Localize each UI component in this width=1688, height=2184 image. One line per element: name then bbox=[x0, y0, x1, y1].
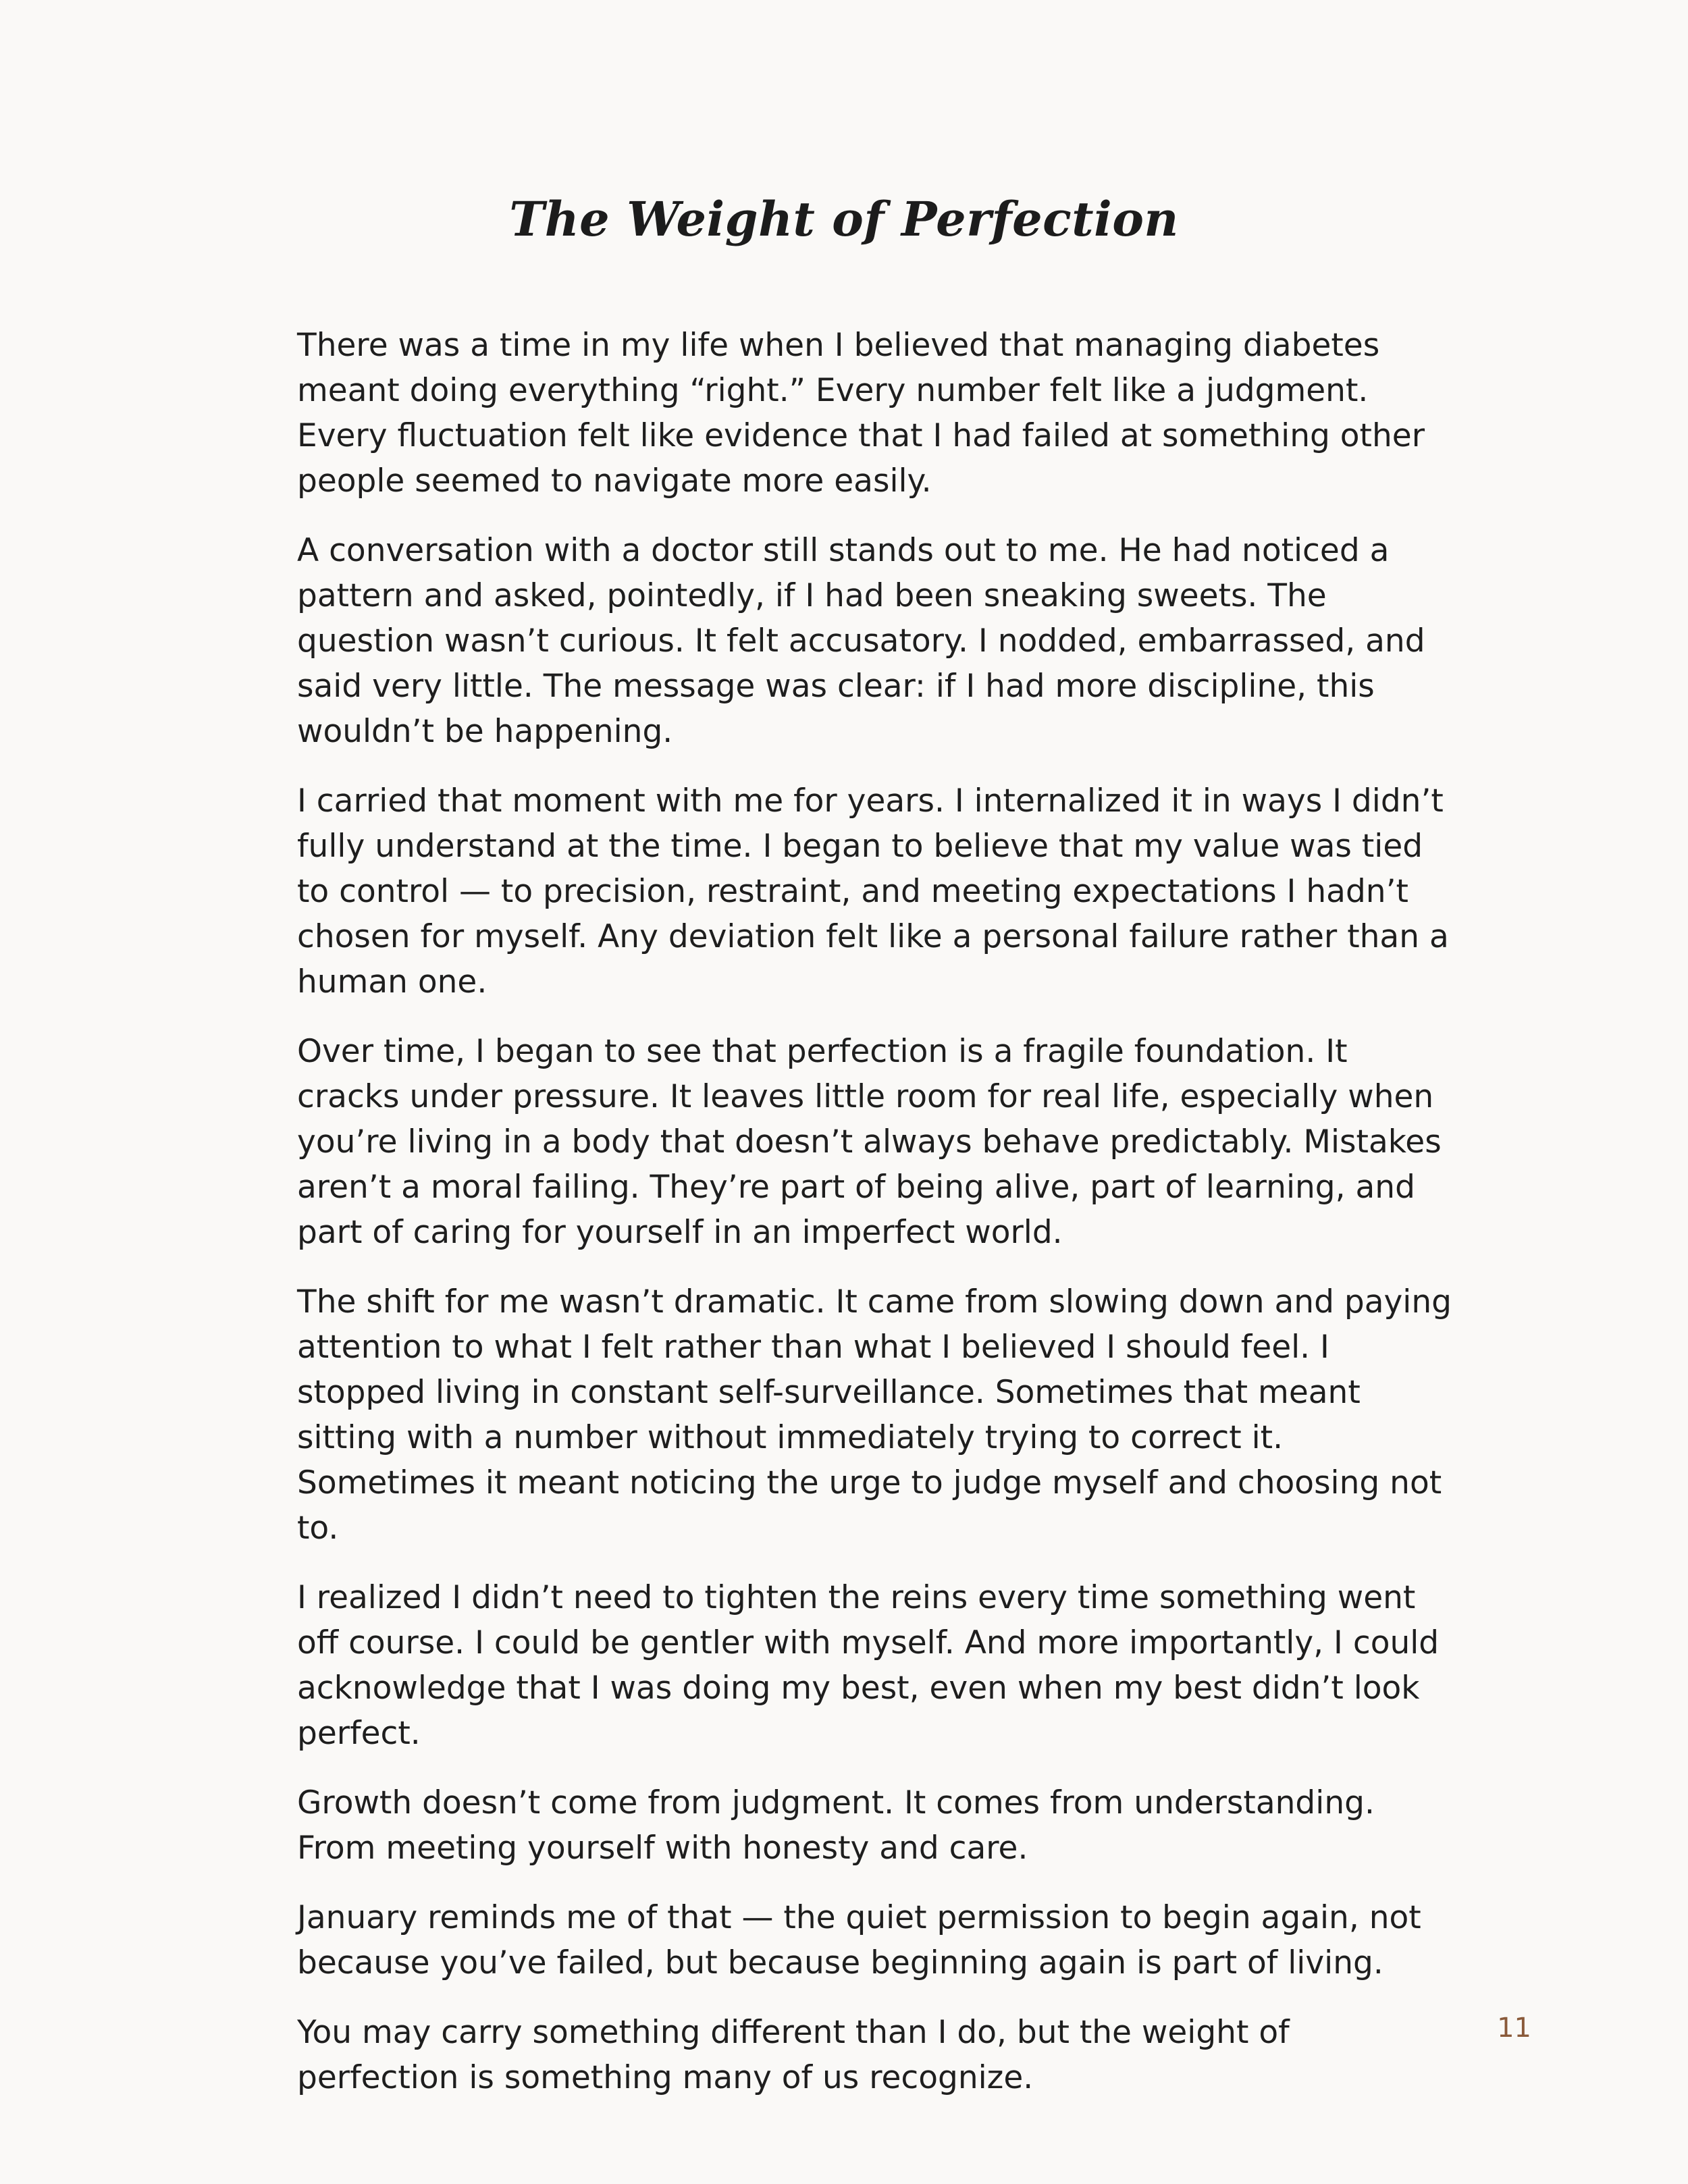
paragraph-1: There was a time in my life when I believed that managing diabetes meant doing everything “right.” Every number felt like a judgment. Every fluctuation felt like evidence that I had failed at something other people seemed to navigate more easily. bbox=[297, 327, 1425, 500]
paragraph-2: A conversation with a doctor still stands out to me. He had noticed a pattern and asked, pointedly, if I had been sneaking sweets. The question wasn’t curious. It felt accusatory. I nodded, embarrassed, and said very little. The message was clear: if I had more discipline, this wouldn’t be happening. bbox=[297, 532, 1425, 750]
body-text bbox=[297, 323, 1458, 2125]
paragraph-7: Growth doesn’t come from judgment. It comes from understanding. From meeting yourself with honesty and care. bbox=[297, 1784, 1375, 1867]
page-title: The Weight of Perfection bbox=[509, 191, 1179, 247]
paragraph-9: You may carry something different than I do, but the weight of perfection is something many of us recognize. bbox=[297, 2014, 1290, 2096]
paragraph-8: January reminds me of that — the quiet permission to begin again, not because you’ve failed, but because beginning again is part of living. bbox=[297, 1899, 1421, 1981]
paragraph-6: I realized I didn’t need to tighten the reins every time something went off course. I could be gentler with myself. And more importantly, I could acknowledge that I was doing my best, even when my best didn’t look perfect. bbox=[297, 1579, 1440, 1752]
paragraph-5: The shift for me wasn’t dramatic. It came from slowing down and paying attention to what I felt rather than what I believed I should feel. I stopped living in constant self-surveillance. Sometimes that meant sitting with a number without immediately trying to correct it. Sometimes it meant noticing the urge to judge myself and choosing not to. bbox=[297, 1283, 1452, 1547]
paragraph-3: I carried that moment with me for years. I internalized it in ways I didn’t fully understand at the time. I began to believe that my value was tied to control — to precision, restraint, and meeting expectations I hadn’t chosen for myself. Any deviation felt like a personal failure rather than a human one. bbox=[297, 782, 1449, 1001]
page-number: 11 bbox=[1497, 2013, 1531, 2044]
paragraph-4: Over time, I began to see that perfection is a fragile foundation. It cracks under pressure. It leaves little room for real life, especially when you’re living in a body that doesn’t always behave predictably. Mistakes aren’t a moral failing. They’re part of being alive, part of learning, and part of caring for yourself in an imperfect world. bbox=[297, 1033, 1442, 1251]
